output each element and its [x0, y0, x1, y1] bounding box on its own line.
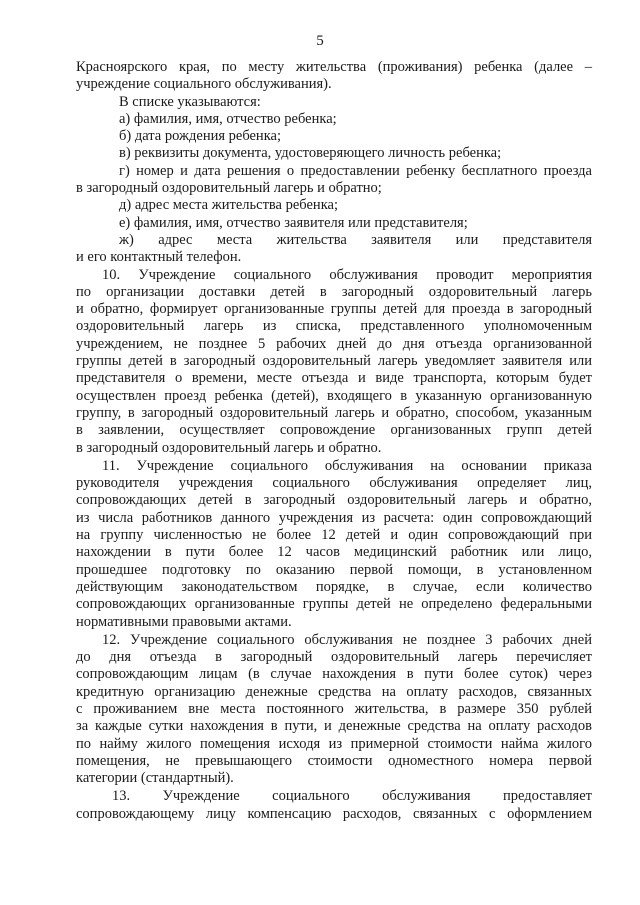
text-line: в) реквизиты документа, удостоверяющего личность ребенка;: [119, 145, 502, 162]
text-line: Красноярского края, по месту жительства (проживания) ребенка (далее –: [76, 59, 592, 75]
text-line: а) фамилия, имя, отчество ребенка;: [119, 110, 337, 127]
text-line: представителя о времени, месте отъезда и виде транспорта, которым будет: [76, 370, 592, 387]
text-line: сопровождающему лицу компенсацию расходов, связанных с оформлением: [76, 805, 592, 822]
text-line: помещения, не превышающего стоимости одноместного номера первой: [76, 752, 592, 769]
text-line: 11. Учреждение социального обслуживания на основании приказа: [102, 457, 592, 474]
text-line: действующим законодательством порядке, в случае, если количество: [76, 578, 592, 595]
text-line: 10. Учреждение социального обслуживания проводит мероприятия: [102, 266, 592, 283]
text-line: с проживанием вне места постоянного жительства, в размере 350 рублей: [76, 700, 592, 717]
text-line: по организации доставки детей в загородный оздоровительный лагерь: [76, 283, 592, 300]
text-line: на группу численностью не более 12 детей и один сопровождающий при: [76, 527, 592, 544]
text-line: 13. Учреждение социального обслуживания предоставляет: [112, 788, 592, 805]
text-line: В списке указываются:: [119, 93, 261, 110]
text-line: осуществлен проезд ребенка (детей), входящего в указанную организованную: [76, 387, 592, 404]
text-line: нормативными правовыми актами.: [76, 613, 292, 630]
text-line: сопровождающих организованные группы детей не определено федеральными: [76, 596, 592, 613]
text-line: прошедшее подготовку по оказанию первой помощи, в установленном: [76, 561, 592, 578]
text-line: категории (стандартный).: [76, 770, 234, 787]
text-line: е) фамилия, имя, отчество заявителя или представителя;: [119, 214, 468, 231]
text-line: руководителя учреждения социального обслуживания определяет лиц,: [76, 475, 592, 492]
text-line: 12. Учреждение социального обслуживания не позднее 3 рабочих дней: [102, 631, 592, 648]
text-line: г) номер и дата решения о предоставлении ребенку бесплатного проезда: [119, 162, 592, 179]
text-line: до дня отъезда в загородный оздоровительный лагерь перечисляет: [76, 649, 592, 666]
text-line: нахождении в пути более 12 часов медицинский работник или лицо,: [76, 544, 592, 561]
text-line: б) дата рождения ребенка;: [119, 128, 281, 145]
text-line: д) адрес места жительства ребенка;: [119, 197, 338, 214]
text-line: в загородный оздоровительный лагерь и обратно;: [76, 180, 382, 197]
text-line: по найму жилого помещения исходя из примерной стоимости найма жилого: [76, 735, 592, 752]
text-line: в загородный оздоровительный лагерь и обратно.: [76, 439, 382, 456]
text-line: в заявлении, осуществляет сопровождение организованных групп детей: [76, 422, 592, 439]
text-line: ж) адрес места жительства заявителя или представителя: [119, 231, 592, 248]
page-number: 5: [316, 33, 324, 49]
text-line: группы детей в загородный оздоровительный лагерь уведомляет заявителя или: [76, 353, 592, 370]
text-line: сопровождающим лицам (в случае нахождения в пути более суток) через: [76, 666, 592, 683]
text-line: учреждение социального обслуживания).: [76, 76, 332, 93]
text-line: оздоровительный лагерь из списка, представленного уполномоченным: [76, 318, 592, 335]
text-line: за каждые сутки нахождения в пути, и денежные средства на оплату расходов: [76, 718, 592, 735]
text-line: группу, в загородный оздоровительный лагерь и обратно, способом, указанным: [76, 404, 592, 421]
text-line: учреждением, не позднее 5 рабочих дней до дня отъезда организованной: [76, 335, 592, 352]
document-body: [76, 59, 592, 823]
text-line: кредитную организацию денежные средства на оплату расходов, связанных: [76, 683, 592, 700]
text-line: сопровождающих детей в загородный оздоровительный лагерь и обратно,: [76, 492, 592, 509]
text-line: из числа работников данного учреждения из расчета: один сопровождающий: [76, 509, 592, 526]
text-line: и обратно, формирует организованные группы детей для проезда в загородный: [76, 301, 592, 318]
text-line: и его контактный телефон.: [76, 249, 242, 266]
